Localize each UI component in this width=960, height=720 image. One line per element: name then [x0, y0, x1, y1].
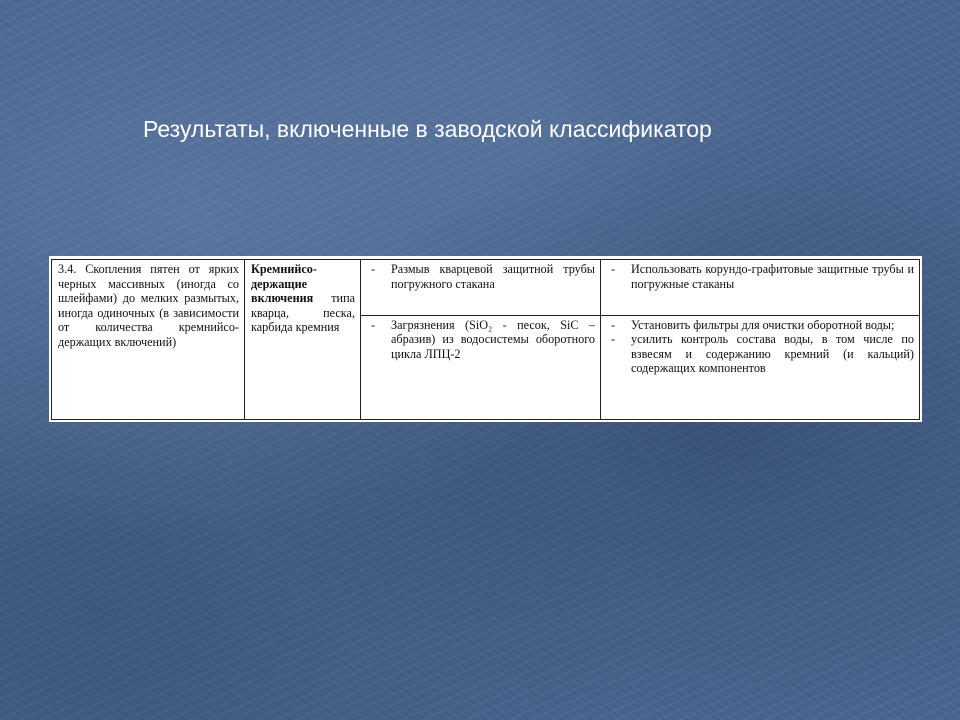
action-text: Установить фильтры для очистки оборотной воды;: [631, 317, 895, 332]
action-cell: [601, 260, 920, 316]
list-item: [367, 318, 595, 362]
list-item: [607, 262, 914, 291]
action-cell: [601, 315, 920, 419]
classifier-table-image: [49, 256, 922, 422]
list-item: [607, 318, 914, 333]
cause-cell: [361, 260, 601, 316]
cause-text: Загрязнения (SiO₂ - песок, SiC – абразив) из водосистемы оборотного цикла ЛПЦ-2: [391, 317, 595, 361]
defect-description: Скопления пятен от ярких черных массивных (иногда со шлейфами) до мелких размытых, иногда одиночных (в зависимости от количества кремнийсо-держащих включений): [58, 262, 240, 349]
inclusion-type-text: типа кварца, песка, карбида кремния: [251, 291, 355, 334]
table-row: [52, 260, 920, 316]
defect-description-cell: [52, 260, 245, 420]
action-text: усилить контроль состава воды, в том числе по взвесям и содержанию кремний (и кальций) содержащих компонентов: [631, 332, 914, 376]
list-item: [367, 262, 595, 291]
inclusion-type-bold: Кремнийсо-держащие включения: [251, 262, 317, 305]
cause-cell: [361, 315, 601, 419]
classifier-table: [51, 259, 920, 420]
inclusion-type-cell: [245, 260, 361, 420]
defect-number: 3.4.: [58, 262, 77, 276]
action-text: Использовать корундо-графитовые защитные трубы и погружные стаканы: [631, 262, 914, 291]
cause-text: Размыв кварцевой защитной трубы погружного стакана: [391, 262, 595, 291]
slide-title: Результаты, включенные в заводской классификатор: [143, 116, 712, 142]
list-item: [607, 332, 914, 376]
